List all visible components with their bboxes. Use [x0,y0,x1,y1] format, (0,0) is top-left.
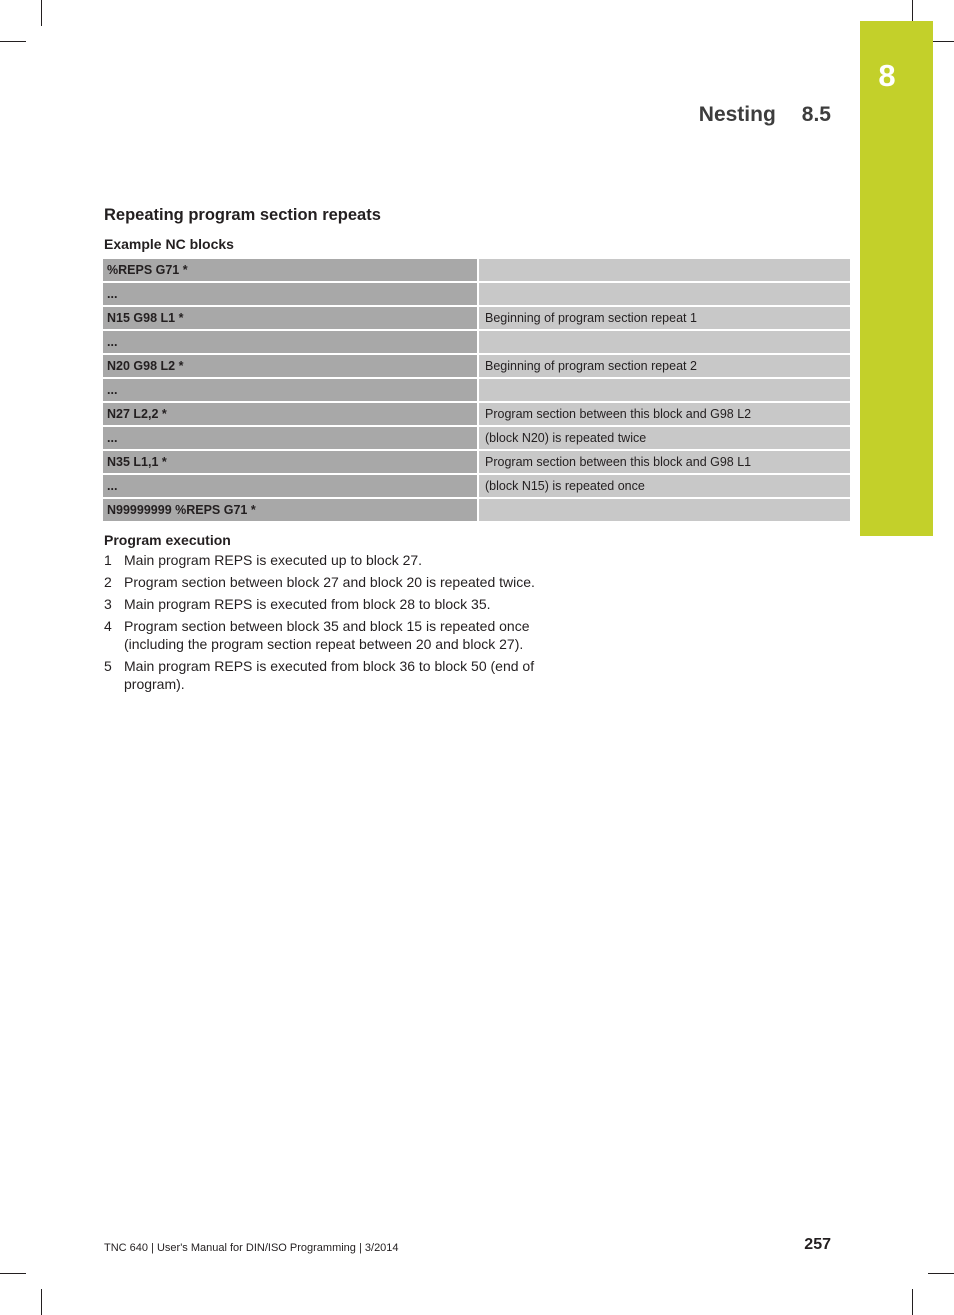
crop-mark [0,1273,26,1274]
nc-code-cell: N20 G98 L2 * [103,355,477,377]
running-header [699,103,831,127]
nc-code-cell: N99999999 %REPS G71 * [103,499,477,521]
nc-description-cell: Program section between this block and G98 L1 [477,451,850,473]
footer-text: TNC 640 | User's Manual for DIN/ISO Programming | 3/2014 [104,1242,399,1254]
nc-code-cell: ... [103,427,477,449]
nc-code-cell: ... [103,379,477,401]
table-row [103,283,850,305]
step-text: Main program REPS is executed from block 36 to block 50 (end of program). [124,658,535,692]
nc-code-cell: N27 L2,2 * [103,403,477,425]
crop-mark [41,0,42,26]
nc-description-cell [477,331,850,353]
section-name: Nesting [698,103,776,126]
nc-code-cell: ... [103,331,477,353]
nc-description-cell [477,499,850,521]
nc-description-cell: (block N20) is repeated twice [477,427,850,449]
nc-blocks-table [103,257,850,523]
nc-description-cell [477,259,850,281]
nc-code-cell: N35 L1,1 * [103,451,477,473]
table-row [103,355,850,377]
nc-code-cell: N15 G98 L1 * [103,307,477,329]
step-number: 4 [104,618,112,634]
list-item [104,551,544,569]
execution-steps [104,551,544,697]
table-row [103,259,850,281]
step-number: 1 [104,552,112,568]
list-item [104,657,544,693]
crop-mark [0,41,26,42]
table-row [103,307,850,329]
table-row [103,403,850,425]
table-row [103,331,850,353]
step-text: Main program REPS is executed up to block 27. [124,552,423,568]
table-row [103,379,850,401]
nc-description-cell [477,283,850,305]
nc-description-cell [477,379,850,401]
list-item [104,573,544,591]
table-row [103,499,850,521]
page-number: 257 [804,1236,831,1253]
table-row [103,451,850,473]
nc-description-cell: Beginning of program section repeat 2 [477,355,850,377]
nc-code-cell: ... [103,475,477,497]
list-item [104,617,544,653]
list-item [104,595,544,613]
nc-code-cell: %REPS G71 * [103,259,477,281]
crop-mark [928,1273,954,1274]
nc-description-cell: Program section between this block and G98 L2 [477,403,850,425]
step-text: Program section between block 35 and block 15 is repeated once (including the program section repeat between 20 and block 27). [124,618,530,652]
nc-code-cell: ... [103,283,477,305]
example-title: Example NC blocks [104,236,234,252]
section-title: Repeating program section repeats [104,206,381,224]
step-text: Program section between block 27 and block 20 is repeated twice. [124,574,535,590]
table-row [103,427,850,449]
table-row [103,475,850,497]
nc-description-cell: Beginning of program section repeat 1 [477,307,850,329]
step-number: 3 [104,596,112,612]
section-number: 8.5 [801,103,831,126]
nc-description-cell: (block N15) is repeated once [477,475,850,497]
step-number: 2 [104,574,112,590]
chapter-tab [860,21,933,536]
crop-mark [912,1289,913,1315]
step-text: Main program REPS is executed from block 28 to block 35. [124,596,491,612]
crop-mark [41,1289,42,1315]
step-number: 5 [104,658,112,674]
execution-title: Program execution [104,532,231,548]
chapter-number: 8 [878,58,896,93]
